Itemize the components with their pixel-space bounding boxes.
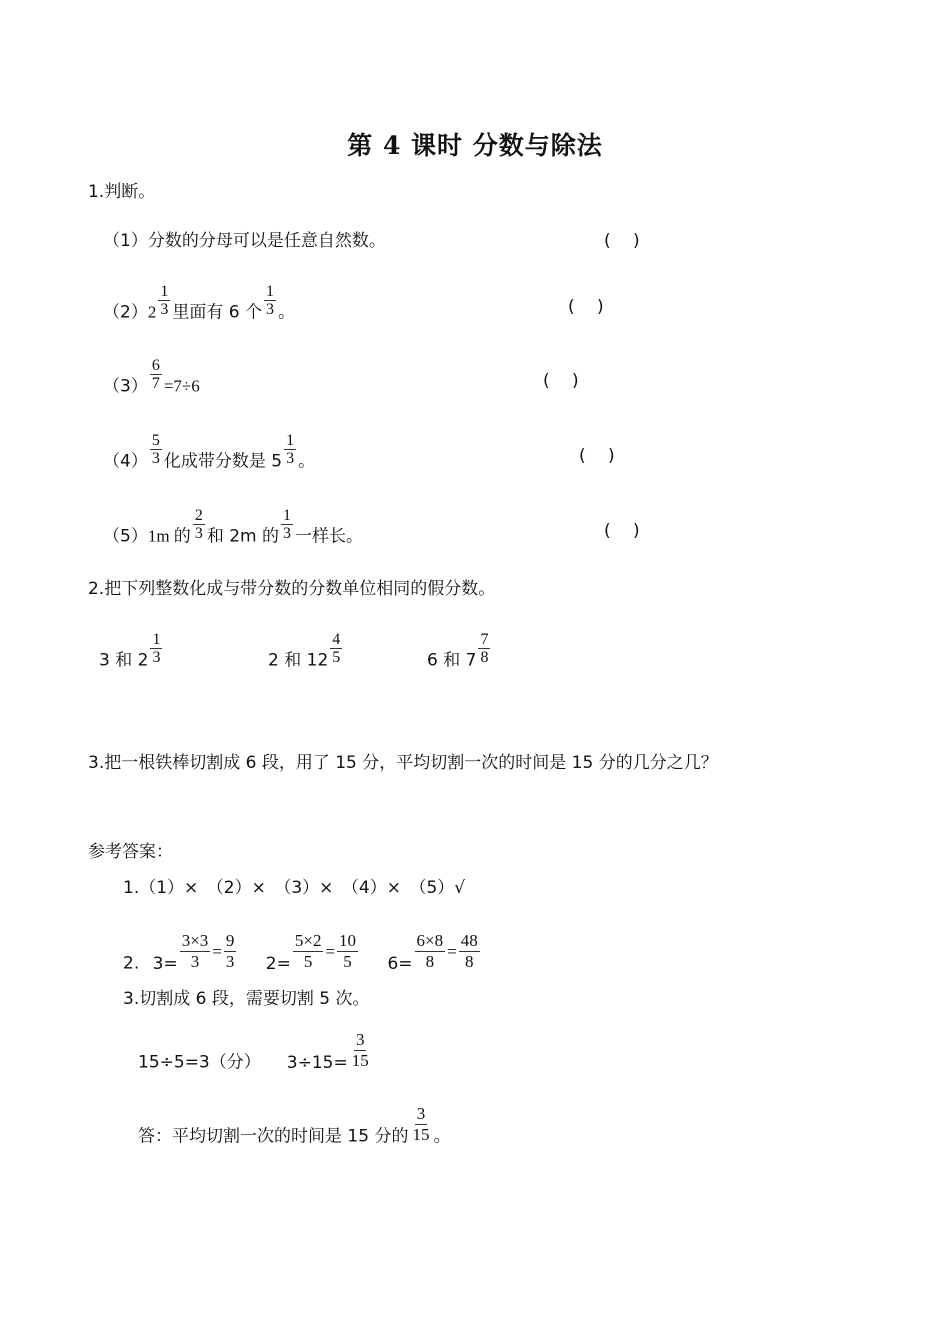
equals-sign: = [212,941,222,961]
q1-item-5-answer-paren[interactable]: ( ) [604,521,640,541]
denominator: 8 [464,952,474,971]
denominator: 3 [151,450,160,467]
denominator: 8 [425,952,435,971]
numerator: 48 [460,931,478,950]
denominator: 15 [351,1051,369,1070]
answer-2-eq-1-pre: 3= [152,953,178,974]
q1-item-1 [103,229,386,253]
equals-sign: = [325,941,336,961]
denominator: 3 [152,649,161,666]
q1-item-4-fraction-2 [284,432,296,467]
q1-item-4-mid: 化成带分数是 5 [163,451,283,472]
q1-item-5-a: 1m 的 [147,526,191,546]
numerator: 1 [160,283,169,300]
answer-2-eq-3-pre: 6= [387,953,413,974]
q1-item-2-label: （2） [103,302,148,323]
q1-item-2-fraction-1 [158,283,170,318]
numerator: 6 [151,357,160,374]
numerator: 1 [286,432,295,449]
denominator: 7 [151,375,160,392]
answer-3-conclusion-fraction [410,1104,431,1145]
denominator: 3 [286,450,295,467]
q1-item-2-end: 。 [277,302,295,323]
numerator: 3×3 [181,931,209,950]
q1-item-2-answer-paren[interactable]: ( ) [568,297,604,317]
answer-1: 1.（1）× （2）× （3）× （4）× （5）√ [123,878,466,898]
q3-heading: 3.把一根铁棒切割成 6 段，用了 15 分，平均切割一次的时间是 15 分的几分之几？ [88,753,718,773]
answer-2-eq-1 [152,931,239,974]
answer-2-eq-1-fraction-a [180,931,211,972]
q1-item-5-label: （5） [103,526,148,547]
numerator: 1 [283,507,291,524]
q1-item-5-end: 一样长。 [295,526,363,547]
denominator: 5 [332,649,341,666]
answers-heading: 参考答案： [88,842,173,862]
denominator: 5 [303,952,313,971]
q1-item-5 [103,507,363,554]
numerator: 10 [339,931,357,950]
answer-3-step-1: 15÷5=3（分） [138,1052,261,1073]
q1-item-5-fraction-2 [281,507,293,542]
answer-3-line-2 [138,1030,373,1083]
equals-sign: = [447,941,457,961]
q1-item-5-fraction-1 [193,507,205,542]
numerator: 9 [225,931,235,950]
q2-pair-1 [99,631,164,678]
denominator: 3 [160,301,169,318]
q2-heading: 2.把下列整数化成与带分数的分数单位相同的假分数。 [88,579,496,599]
denominator: 3 [225,952,235,971]
q1-item-4-end: 。 [298,451,316,472]
q1-item-2-mid: 里面有 6 个 [172,302,262,323]
q2-pair-1-text: 3 和 2 [99,650,149,671]
q2-pair-2-text: 2 和 12 [268,650,329,671]
denominator: 3 [194,525,203,542]
answer-3-step-2: 3÷15= [286,1052,348,1073]
answer-3-line-1: 3.切割成 6 段，需要切割 5 次。 [123,989,370,1009]
page-title: 第 4 课时 分数与除法 [347,131,603,160]
q2-pair-1-fraction [150,631,162,666]
q1-item-3-answer-paren[interactable]: ( ) [543,371,579,391]
numerator: 5 [151,432,160,449]
q2-pair-2-fraction [330,631,342,666]
answer-3-end: 。 [433,1126,451,1147]
q1-item-2-fraction-2 [264,283,276,318]
q1-item-4-label: （4） [103,451,148,472]
numerator: 1 [152,631,161,648]
q2-pair-2 [268,631,344,678]
answer-3-line-3 [138,1104,451,1157]
numerator: 3 [355,1030,365,1049]
denominator: 8 [480,649,489,666]
q1-item-4-answer-paren[interactable]: ( ) [579,446,615,466]
q2-pair-3-fraction [478,631,490,666]
answer-2-eq-2-fraction-a [293,931,324,972]
q1-item-1-answer-paren[interactable]: ( ) [604,231,640,251]
q1-heading: 1.判断。 [88,182,156,202]
q1-item-2 [103,283,295,330]
numerator: 7 [480,631,489,648]
q1-item-4-fraction-1 [150,432,162,467]
q1-item-4 [103,432,316,479]
answer-3-fraction [350,1030,371,1071]
denominator: 15 [412,1125,430,1144]
numerator: 1 [265,283,274,300]
answer-2-eq-2-pre: 2= [265,953,291,974]
q2-pair-3-text: 6 和 7 [427,650,477,671]
answer-2-eq-3-fraction-a [415,931,446,972]
q1-item-2-whole: 2 [147,302,157,322]
q1-item-3-rest: =7÷6 [163,376,200,396]
denominator: 3 [190,952,200,971]
denominator: 5 [343,952,352,971]
q1-item-3-label: （3） [103,376,148,397]
q1-item-1-text: （1）分数的分母可以是任意自然数。 [103,231,386,251]
numerator: 5×2 [294,931,322,950]
denominator: 3 [283,525,291,542]
answer-2-label: 2. [123,953,140,974]
numerator: 4 [332,631,341,648]
q2-pair-3 [427,631,492,678]
numerator: 3 [416,1104,426,1123]
answer-2-eq-2-fraction-b [337,931,358,972]
answer-2-eq-1-fraction-b [224,931,237,972]
q1-item-5-mid: 和 2m 的 [206,526,279,547]
numerator: 6×8 [416,931,444,950]
q1-item-3 [103,357,200,404]
answer-2-eq-3-fraction-b [459,931,480,972]
denominator: 3 [265,301,274,318]
q1-item-3-fraction [150,357,162,392]
numerator: 2 [194,507,203,524]
answer-3-conclusion: 答：平均切割一次的时间是 15 分的 [138,1126,409,1147]
